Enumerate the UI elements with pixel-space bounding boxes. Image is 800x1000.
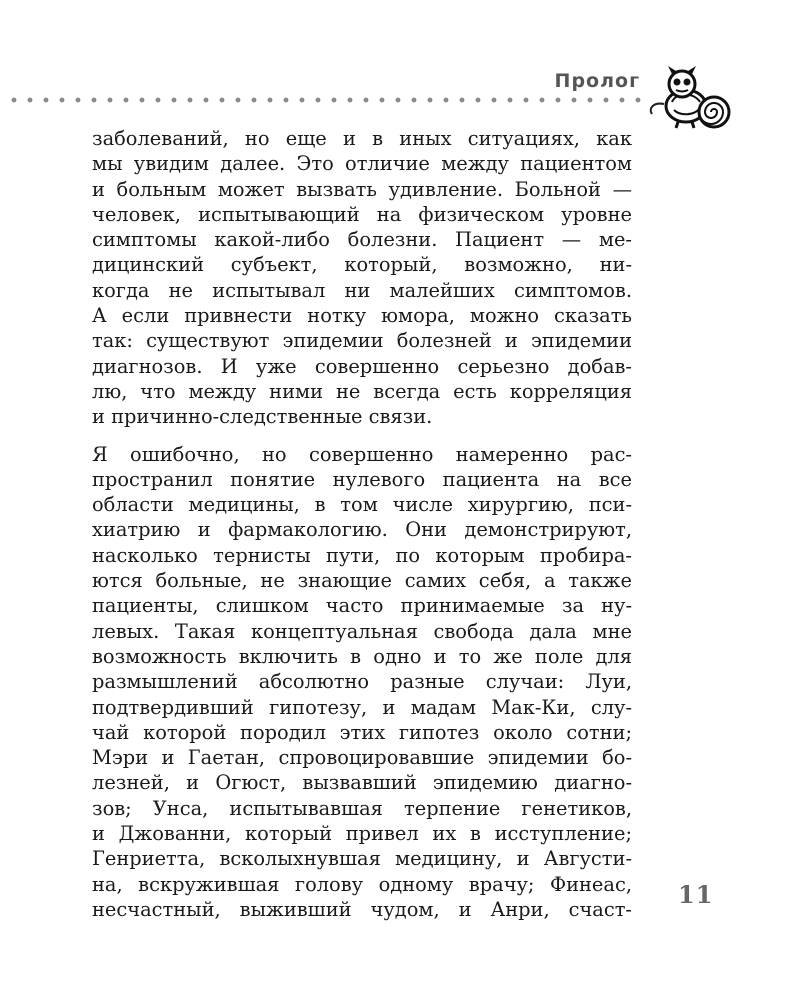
spiral-creature-icon	[646, 62, 736, 132]
text-line: когда не испытывал ни малейших симптомов.	[92, 278, 632, 302]
text-line: чай которой породил этих гипотез около сотни;	[92, 720, 632, 744]
text-line: А если привнести нотку юмора, можно сказать	[92, 304, 632, 328]
text-line: Мэри и Гаетан, спровоцировавшие эпидемии бо-	[92, 746, 632, 770]
text-line: области медицины, в том числе хирургию, пси-	[92, 493, 632, 517]
text-line: насколько тернисты пути, по которым пробира-	[92, 543, 632, 567]
body-text	[92, 126, 632, 922]
text-line: Я ошибочно, но совершенно намеренно рас-	[92, 442, 632, 466]
text-line: Генриетта, всколыхнувшая медицину, и Августи-	[92, 847, 632, 871]
text-line: подтвердивший гипотезу, и мадам Мак-Ки, слу-	[92, 695, 632, 719]
page-header	[0, 0, 800, 130]
text-line: лю, что между ними не всегда есть корреляция	[92, 379, 632, 403]
paragraph-2	[92, 442, 632, 923]
text-line: на, вскружившая голову одному врачу; Финеас,	[92, 872, 632, 896]
text-line: лезней, и Огюст, вызвавший эпидемию диагно-	[92, 771, 632, 795]
page-number: 11	[678, 880, 714, 909]
text-line: и Джованни, который привел их в исступление;	[92, 822, 632, 846]
chapter-title: Пролог	[554, 70, 640, 92]
text-line: зов; Унса, испытывавшая терпение генетиков,	[92, 796, 632, 820]
text-line: человек, испытывающий на физическом уровне	[92, 202, 632, 226]
text-line: мы увидим далее. Это отличие между пациентом	[92, 152, 632, 176]
text-line: возможность включить в одно и то же поле для	[92, 644, 632, 668]
text-line: несчастный, выживший чудом, и Анри, счаст-	[92, 897, 632, 921]
text-line: размышлений абсолютно разные случаи: Луи,	[92, 670, 632, 694]
text-line: и больным может вызвать удивление. Больной —	[92, 177, 632, 201]
text-line: пациенты, слишком часто принимаемые за ну-	[92, 594, 632, 618]
text-line: дицинский субъект, который, возможно, ни-	[92, 253, 632, 277]
dotted-divider	[6, 97, 646, 103]
text-line: хиатрию и фармакологию. Они демонстрируют,	[92, 518, 632, 542]
text-line: левых. Такая концептуальная свобода дала мне	[92, 619, 632, 643]
text-line: симптомы какой-либо болезни. Пациент — ме-	[92, 228, 632, 252]
text-line: и причинно-следственные связи.	[92, 405, 433, 429]
text-line: заболеваний, но еще и в иных ситуациях, как	[92, 127, 632, 150]
paragraph-1	[92, 126, 632, 430]
text-line: ются больные, не знающие самих себя, а также	[92, 569, 632, 593]
text-line: так: существуют эпидемии болезней и эпидемии	[92, 329, 632, 353]
text-line: пространил понятие нулевого пациента на все	[92, 467, 632, 491]
text-line: диагнозов. И уже совершенно серьезно добав-	[92, 354, 632, 378]
